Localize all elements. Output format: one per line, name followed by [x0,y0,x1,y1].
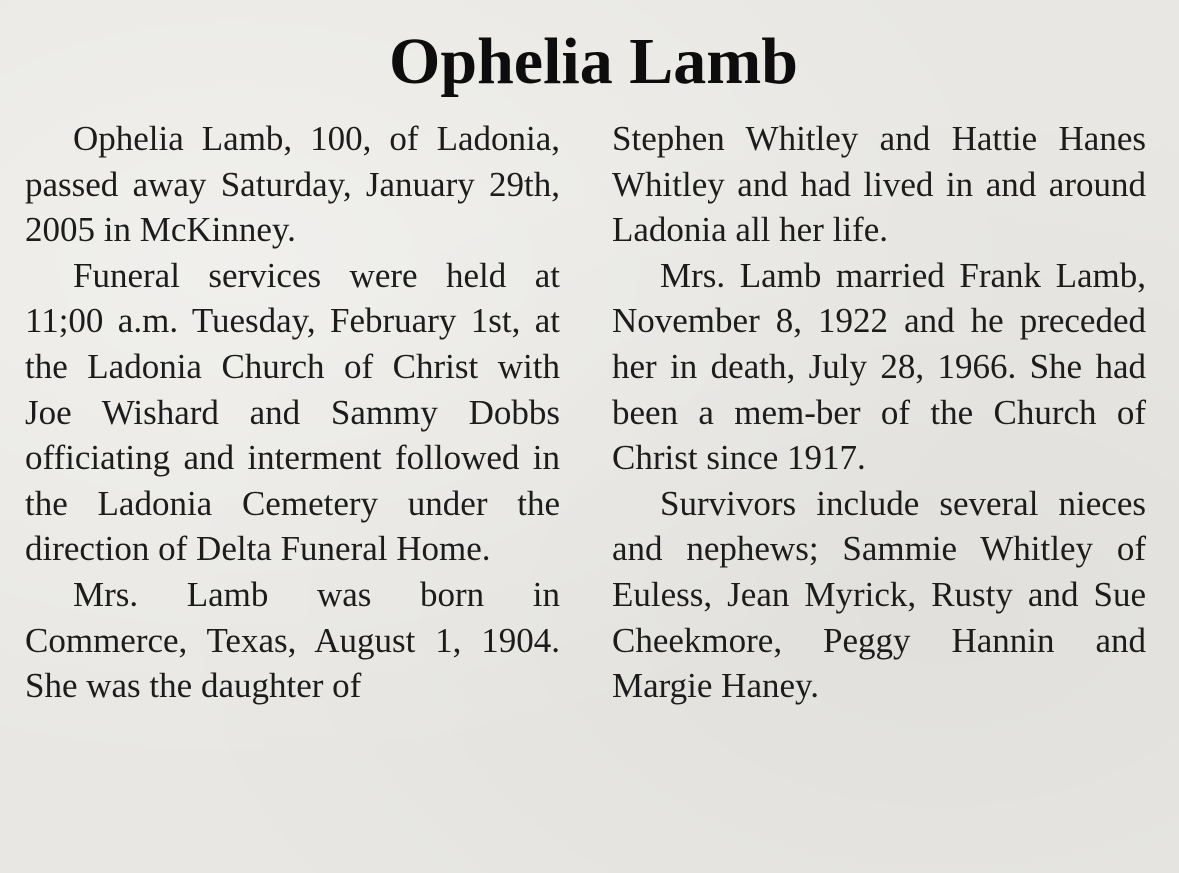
left-column [25,116,560,709]
paragraph-funeral-services: Funeral services were held at 11;00 a.m. Tuesday, February 1st, at the Ladonia Church of Christ with Joe Wishard and Sammy Dobbs officiating and interment followed in the Ladonia Cemetery under the direction of Delta Funeral Home. [25,255,560,569]
paragraph-death-notice: Ophelia Lamb, 100, of Ladonia, passed away Saturday, January 29th, 2005 in McKinney. [25,119,560,250]
paragraph-marriage: Mrs. Lamb married Frank Lamb, November 8, 1922 and he preceded her in death, July 28, 1966. She had been a mem-ber of the Church of Christ since 1917. [612,255,1146,478]
obituary-headline: Ophelia Lamb [389,25,798,98]
paragraph-birth: Mrs. Lamb was born in Commerce, Texas, August 1, 1904. She was the daughter of [25,574,560,706]
paragraph-parents-continued: Stephen Whitley and Hattie Hanes Whitley and had lived in and around Ladonia all her life. [612,119,1146,250]
paragraph-survivors: Survivors include several nieces and nephews; Sammie Whitley of Euless, Jean Myrick, Rusty and Sue Cheekmore, Peggy Hannin and Margie Haney. [612,483,1146,706]
right-column [612,116,1146,709]
